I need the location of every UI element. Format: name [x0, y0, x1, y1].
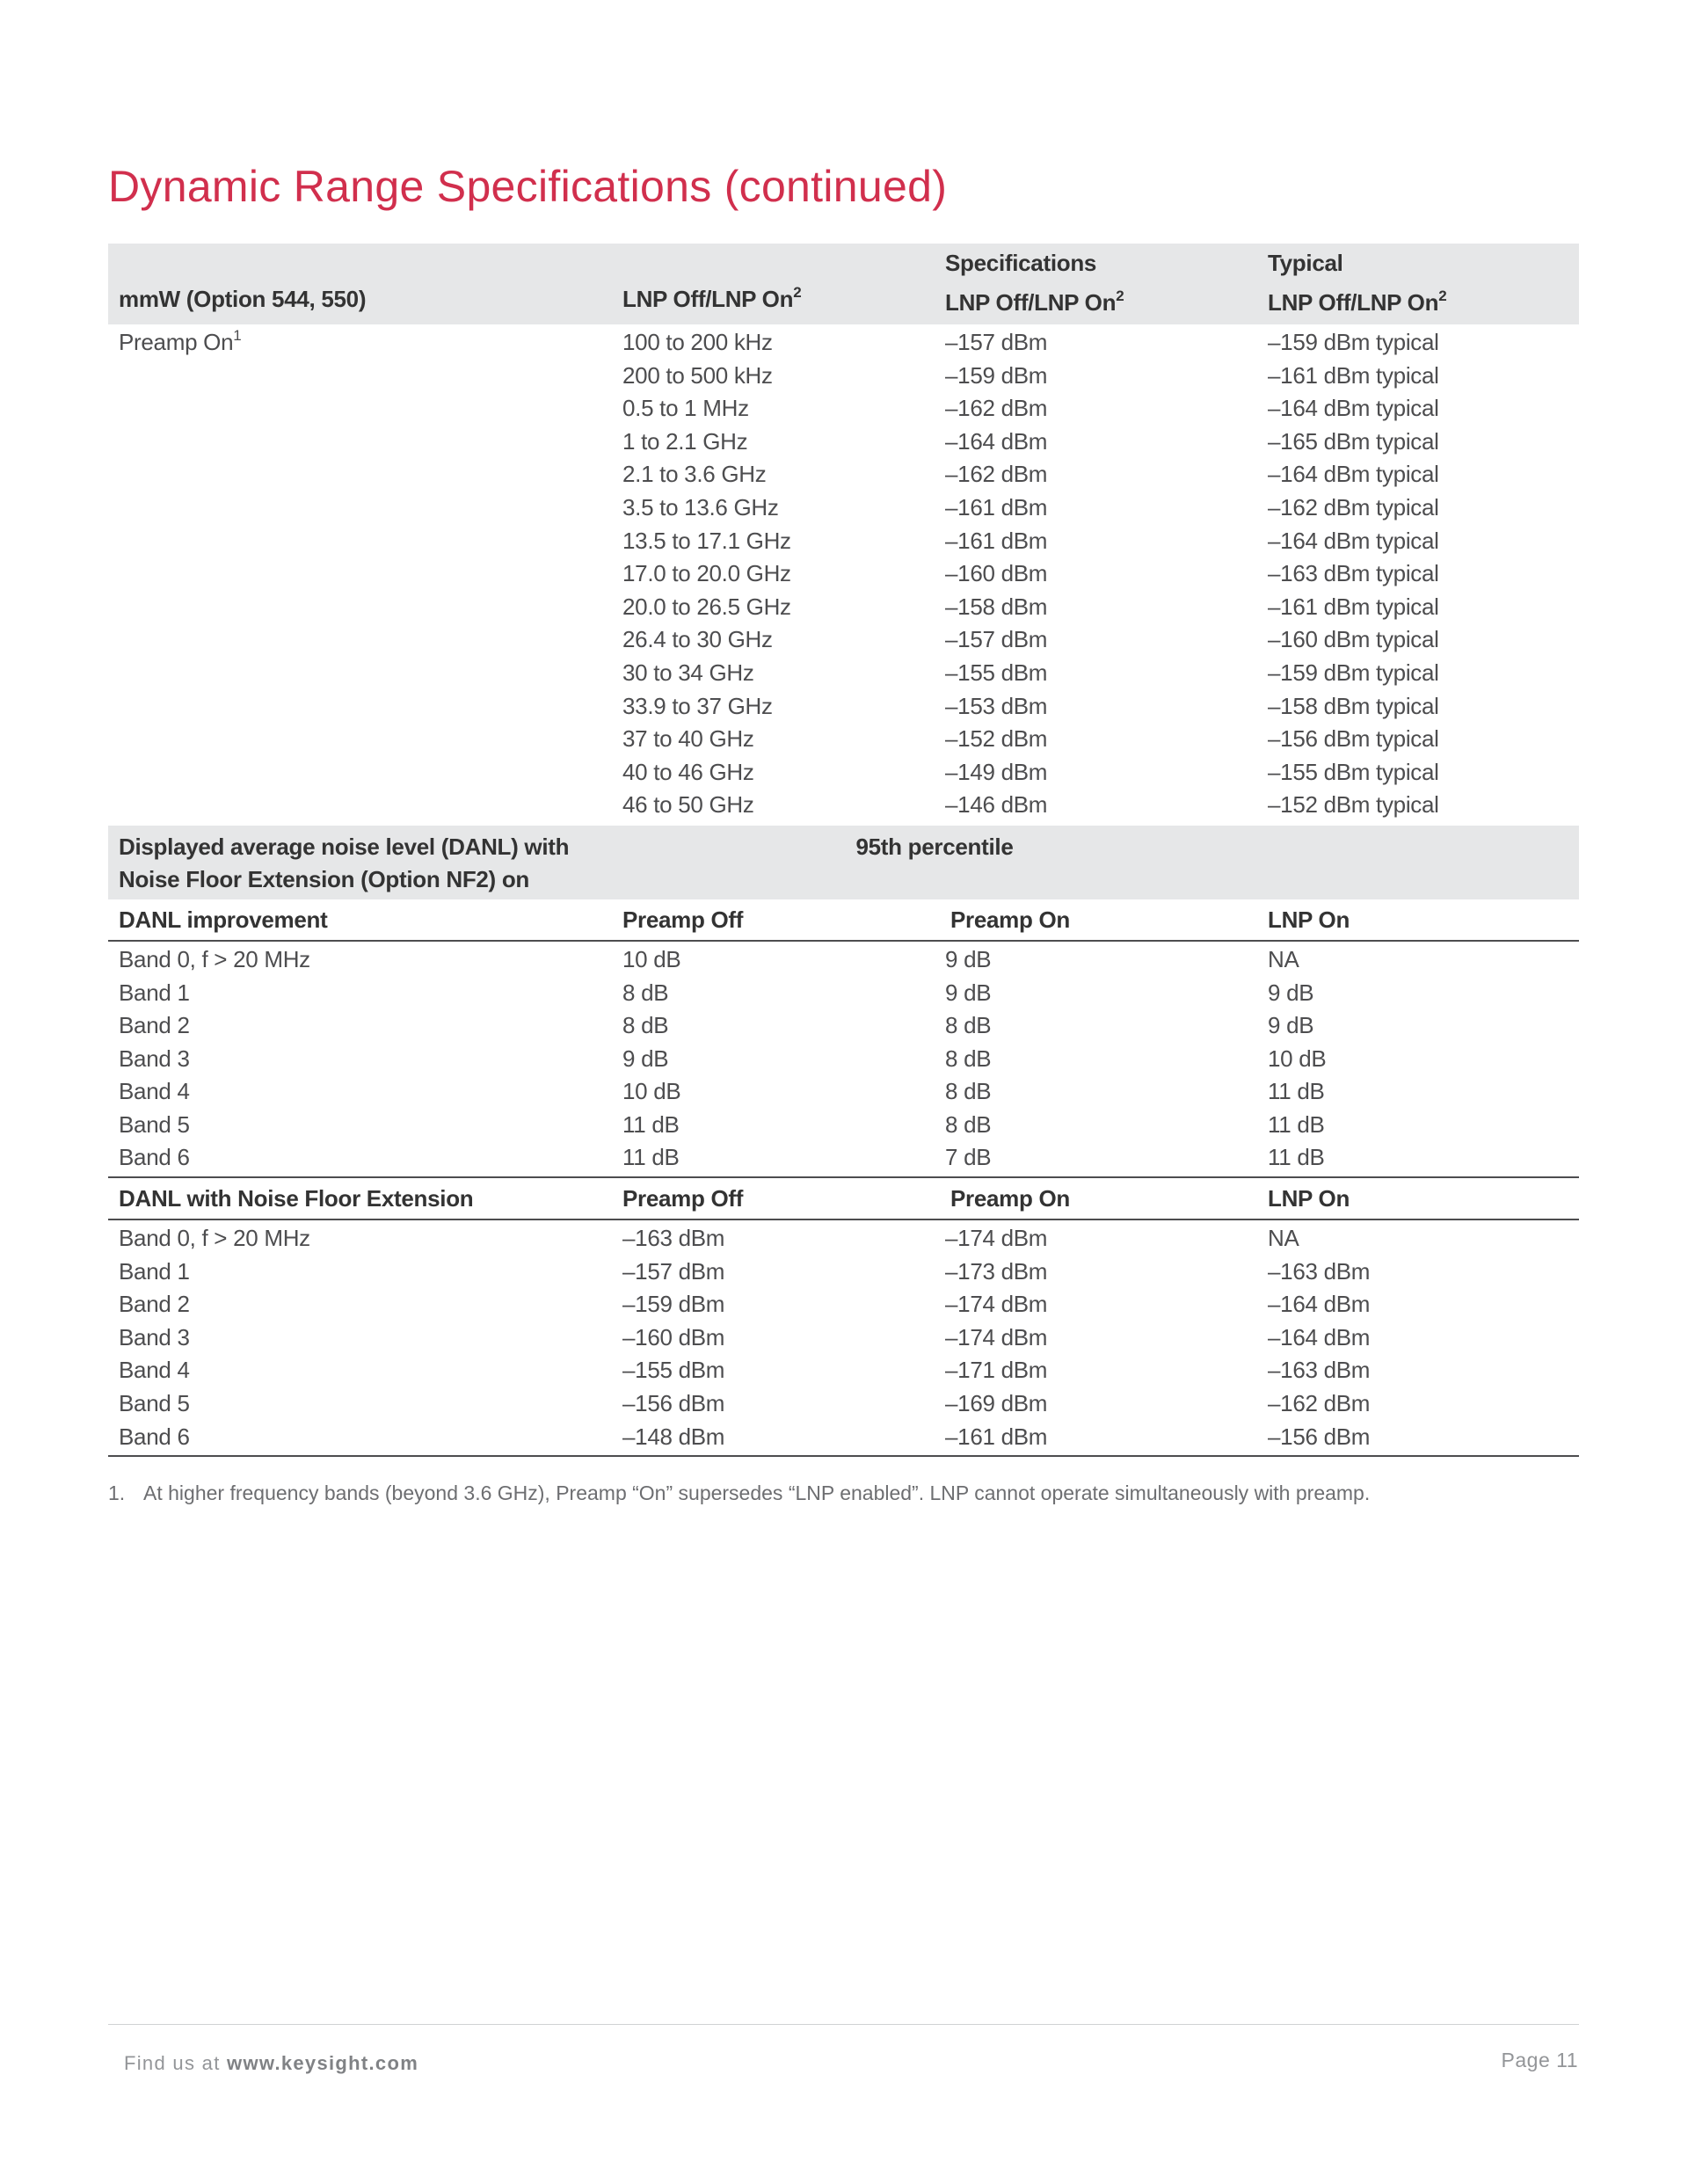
danl-extension-row — [108, 1222, 1579, 1256]
mmw-typical: –152 dBm typical — [1268, 791, 1439, 819]
page-title: Dynamic Range Specifications (continued) — [108, 162, 948, 211]
mmw-range: 30 to 34 GHz — [622, 659, 754, 686]
danl-extension-row-cell: –164 dBm — [1268, 1323, 1371, 1350]
mmw-typical: –161 dBm typical — [1268, 593, 1439, 620]
danl-improvement-body — [108, 942, 1579, 1178]
mmw-row-empty — [108, 360, 612, 393]
mmw-row-empty — [108, 491, 612, 525]
page-number: Page 11 — [1501, 2049, 1578, 2071]
danl-extension-row-cell: –163 dBm — [622, 1225, 725, 1252]
mmw-range: 100 to 200 kHz — [622, 329, 773, 355]
mmw-spec: –153 dBm — [945, 692, 1048, 719]
mmw-spec: –157 dBm — [945, 626, 1048, 653]
mmw-typical: –162 dBm typical — [1268, 493, 1439, 521]
header-typical-label: LNP Off/LNP On$^2$ — [1268, 288, 1447, 316]
danl-extension-row-cell: Band 3 — [119, 1323, 190, 1350]
danl-improvement-row-cell: 11 dB — [1268, 1144, 1325, 1171]
mmw-range: 46 to 50 GHz — [622, 791, 754, 819]
danl-improvement-header — [108, 899, 1579, 942]
danl-improvement-row-cell: 11 dB — [1268, 1110, 1325, 1138]
mmw-typical: –164 dBm typical — [1268, 395, 1439, 422]
danl-extension-row — [108, 1354, 1579, 1387]
mmw-range: 3.5 to 13.6 GHz — [622, 493, 779, 521]
mmw-typical: –163 dBm typical — [1268, 560, 1439, 587]
mmw-data-block — [108, 324, 1579, 822]
danl-improvement-row-cell: 8 dB — [945, 1078, 992, 1105]
danl-improvement-row — [108, 1009, 1579, 1043]
danl-improvement-col2: Preamp Off — [622, 906, 744, 933]
danl-improvement-row-cell: 10 dB — [622, 1078, 681, 1105]
mmw-range: 17.0 to 20.0 GHz — [622, 560, 791, 587]
danl-improvement-row-cell: Band 3 — [119, 1045, 190, 1072]
danl-extension-row — [108, 1421, 1579, 1454]
mmw-row-empty — [108, 458, 612, 491]
danl-extension-row-cell: –156 dBm — [622, 1390, 725, 1417]
mmw-row — [108, 657, 1579, 690]
danl-extension-row-cell: –156 dBm — [1268, 1423, 1371, 1450]
danl-improvement-row-cell: 9 dB — [622, 1045, 669, 1072]
danl-extension-row — [108, 1288, 1579, 1321]
mmw-typical: –158 dBm typical — [1268, 692, 1439, 719]
danl-improvement-row-cell: 10 dB — [622, 945, 681, 972]
header-specifications-title: Specifications — [945, 250, 1097, 276]
mmw-row-empty — [108, 591, 612, 624]
mmw-spec: –160 dBm — [945, 560, 1048, 587]
header-specifications-label: LNP Off/LNP On$^2$ — [945, 288, 1124, 316]
mmw-row — [108, 723, 1579, 756]
danl-extension-row-cell: –162 dBm — [1268, 1390, 1371, 1417]
danl-improvement-row-cell: 9 dB — [1268, 979, 1314, 1006]
mmw-row-empty — [108, 657, 612, 690]
danl-improvement-row-cell: Band 1 — [119, 979, 190, 1006]
mmw-row — [108, 789, 1579, 822]
mmw-spec: –159 dBm — [945, 361, 1048, 389]
mmw-spec: –158 dBm — [945, 593, 1048, 620]
mmw-row — [108, 360, 1579, 393]
danl-improvement-row-cell: 11 dB — [1268, 1078, 1325, 1105]
danl-percentile: 95th percentile — [855, 833, 1014, 860]
mmw-spec: –155 dBm — [945, 659, 1048, 686]
preamp-on-label: Preamp On$^1$ — [119, 327, 242, 355]
danl-improvement-row-cell: NA — [1268, 945, 1299, 972]
mmw-range: 2.1 to 3.6 GHz — [622, 461, 767, 488]
mmw-header-row — [108, 244, 1579, 324]
mmw-row-empty — [108, 789, 612, 822]
danl-extension-row-cell: Band 1 — [119, 1257, 190, 1285]
mmw-spec: –164 dBm — [945, 427, 1048, 455]
spec-table — [108, 244, 1579, 1457]
danl-improvement-row — [108, 977, 1579, 1010]
danl-extension-row-cell: –174 dBm — [945, 1323, 1048, 1350]
mmw-range: 26.4 to 30 GHz — [622, 626, 773, 653]
mmw-row-empty — [108, 426, 612, 459]
mmw-row-empty — [108, 623, 612, 657]
footer-find-us-text: Find us at — [124, 2052, 228, 2074]
mmw-typical: –155 dBm typical — [1268, 758, 1439, 785]
danl-improvement-row-cell: 9 dB — [1268, 1012, 1314, 1039]
danl-improvement-row-cell: 7 dB — [945, 1144, 992, 1171]
danl-improvement-row — [108, 1043, 1579, 1076]
danl-improvement-row-cell: 11 dB — [622, 1144, 680, 1171]
danl-extension-row-cell: –163 dBm — [1268, 1257, 1371, 1285]
danl-improvement-col1: DANL improvement — [119, 906, 328, 933]
mmw-typical: –161 dBm typical — [1268, 361, 1439, 389]
mmw-row-empty — [108, 690, 612, 724]
danl-improvement-col3: Preamp On — [950, 906, 1071, 933]
danl-extension-row-cell: NA — [1268, 1225, 1299, 1252]
danl-extension-body — [108, 1220, 1579, 1457]
danl-extension-row-cell: –155 dBm — [622, 1357, 725, 1384]
danl-improvement-row-cell: Band 6 — [119, 1144, 190, 1171]
mmw-range: 37 to 40 GHz — [622, 725, 754, 753]
mmw-row — [108, 392, 1579, 426]
mmw-spec: –162 dBm — [945, 395, 1048, 422]
danl-extension-col4: LNP On — [1268, 1185, 1350, 1212]
mmw-spec: –152 dBm — [945, 725, 1048, 753]
mmw-row-preamp-on — [108, 326, 1579, 360]
footnote-number: 1. — [108, 1481, 126, 1504]
mmw-row — [108, 623, 1579, 657]
danl-extension-row-cell: –148 dBm — [622, 1423, 725, 1450]
mmw-row-empty — [108, 557, 612, 591]
mmw-range: 20.0 to 26.5 GHz — [622, 593, 791, 620]
danl-extension-row — [108, 1321, 1579, 1355]
danl-section-title: Displayed average noise level (DANL) with Noise Floor Extension (Option NF2) on — [119, 833, 570, 892]
mmw-row — [108, 426, 1579, 459]
mmw-range: 40 to 46 GHz — [622, 758, 754, 785]
danl-improvement-row-cell: 11 dB — [622, 1110, 680, 1138]
danl-improvement-row-cell: 8 dB — [622, 979, 669, 1006]
mmw-spec: –149 dBm — [945, 758, 1048, 785]
mmw-row-empty — [108, 723, 612, 756]
header-mmw-option-label: mmW (Option 544, 550) — [119, 286, 367, 312]
mmw-spec: –162 dBm — [945, 461, 1048, 488]
header-range — [612, 244, 935, 324]
danl-improvement-row-cell: 8 dB — [622, 1012, 669, 1039]
mmw-row — [108, 525, 1579, 558]
mmw-range: 33.9 to 37 GHz — [622, 692, 773, 719]
mmw-row-empty — [108, 392, 612, 426]
footer-divider — [108, 2024, 1579, 2025]
danl-improvement-row-cell: Band 5 — [119, 1110, 190, 1138]
mmw-row — [108, 756, 1579, 790]
danl-section-header — [108, 826, 1579, 899]
danl-extension-row-cell: –171 dBm — [945, 1357, 1048, 1384]
footnote — [108, 1481, 1370, 1505]
mmw-row — [108, 557, 1579, 591]
mmw-spec: –161 dBm — [945, 527, 1048, 554]
mmw-spec: –157 dBm — [945, 329, 1048, 355]
danl-extension-row-cell: –169 dBm — [945, 1390, 1048, 1417]
mmw-row — [108, 458, 1579, 491]
mmw-row — [108, 591, 1579, 624]
danl-improvement-row-cell: 8 dB — [945, 1045, 992, 1072]
danl-extension-row-cell: –160 dBm — [622, 1323, 725, 1350]
danl-extension-col2: Preamp Off — [622, 1185, 744, 1212]
mmw-range: 13.5 to 17.1 GHz — [622, 527, 791, 554]
danl-improvement-row-cell: 9 dB — [945, 979, 992, 1006]
header-specifications — [935, 244, 1257, 324]
danl-extension-row-cell: –157 dBm — [622, 1257, 725, 1285]
danl-improvement-row — [108, 1109, 1579, 1142]
mmw-range: 200 to 500 kHz — [622, 361, 773, 389]
danl-extension-row-cell: –163 dBm — [1268, 1357, 1371, 1384]
danl-extension-row-cell: Band 0, f > 20 MHz — [119, 1225, 310, 1252]
danl-improvement-row-cell: Band 4 — [119, 1078, 190, 1105]
mmw-range: 1 to 2.1 GHz — [622, 427, 748, 455]
danl-extension-col1: DANL with Noise Floor Extension — [119, 1185, 474, 1212]
danl-extension-row-cell: –173 dBm — [945, 1257, 1048, 1285]
danl-extension-row-cell: Band 6 — [119, 1423, 190, 1450]
danl-improvement-row — [108, 1075, 1579, 1109]
header-typical-title: Typical — [1268, 250, 1343, 276]
danl-improvement-row — [108, 1141, 1579, 1175]
mmw-spec: –146 dBm — [945, 791, 1048, 819]
danl-extension-row-cell: Band 5 — [119, 1390, 190, 1417]
danl-extension-col3: Preamp On — [950, 1185, 1071, 1212]
mmw-typical: –165 dBm typical — [1268, 427, 1439, 455]
mmw-row-empty — [108, 525, 612, 558]
danl-improvement-row — [108, 943, 1579, 977]
danl-improvement-col4: LNP On — [1268, 906, 1350, 933]
mmw-typical: –160 dBm typical — [1268, 626, 1439, 653]
header-typical — [1257, 244, 1579, 324]
mmw-row-empty — [108, 756, 612, 790]
footer-find-us — [124, 2052, 418, 2075]
danl-improvement-row-cell: 8 dB — [945, 1110, 992, 1138]
danl-extension-row-cell: –161 dBm — [945, 1423, 1048, 1450]
danl-extension-row-cell: –174 dBm — [945, 1225, 1048, 1252]
danl-extension-row-cell: –159 dBm — [622, 1291, 725, 1318]
header-mmw-option — [108, 244, 612, 324]
mmw-typical: –159 dBm typical — [1268, 659, 1439, 686]
footnote-text: At higher frequency bands (beyond 3.6 GHz), Preamp “On” supersedes “LNP enabled”. LNP cannot operate simultaneously with preamp. — [143, 1481, 1371, 1504]
mmw-range: 0.5 to 1 MHz — [622, 395, 749, 422]
mmw-row — [108, 690, 1579, 724]
header-range-label: LNP Off/LNP On$^2$ — [622, 284, 802, 312]
mmw-row — [108, 491, 1579, 525]
mmw-typical: –164 dBm typical — [1268, 527, 1439, 554]
danl-extension-row-cell: Band 2 — [119, 1291, 190, 1318]
danl-improvement-row-cell: Band 0, f > 20 MHz — [119, 945, 310, 972]
danl-improvement-row-cell: 8 dB — [945, 1012, 992, 1039]
footer-url-link[interactable]: www.keysight.com — [227, 2052, 419, 2074]
danl-extension-row-cell: –174 dBm — [945, 1291, 1048, 1318]
mmw-spec: –161 dBm — [945, 493, 1048, 521]
mmw-typical: –164 dBm typical — [1268, 461, 1439, 488]
danl-improvement-row-cell: 10 dB — [1268, 1045, 1327, 1072]
danl-extension-row-cell: –164 dBm — [1268, 1291, 1371, 1318]
danl-improvement-row-cell: 9 dB — [945, 945, 992, 972]
danl-extension-row — [108, 1387, 1579, 1421]
danl-extension-row — [108, 1256, 1579, 1289]
mmw-typical: –159 dBm typical — [1268, 329, 1439, 355]
danl-extension-header — [108, 1178, 1579, 1220]
danl-extension-row-cell: Band 4 — [119, 1357, 190, 1384]
danl-improvement-row-cell: Band 2 — [119, 1012, 190, 1039]
mmw-typical: –156 dBm typical — [1268, 725, 1439, 753]
